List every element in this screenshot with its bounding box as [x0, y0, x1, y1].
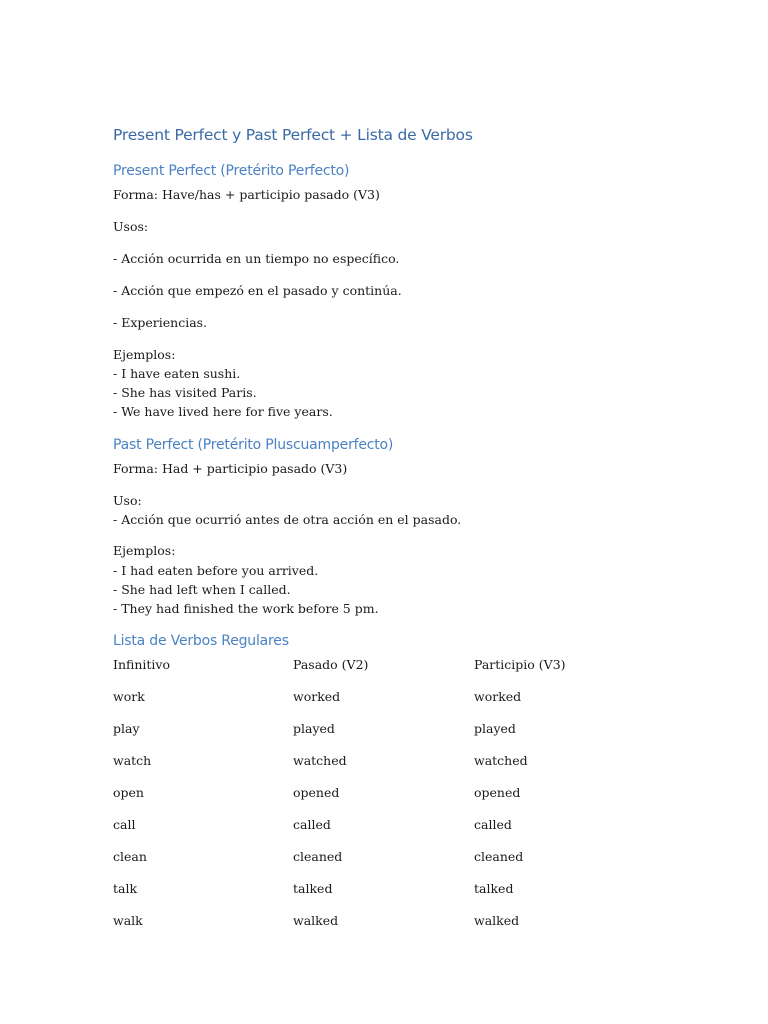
table-cell: walked: [293, 913, 339, 928]
table-cell: worked: [293, 689, 341, 704]
present-perfect-forma: Forma: Have/has + participio pasado (V3): [113, 187, 380, 202]
table-cell: call: [113, 817, 136, 832]
table-cell: played: [293, 721, 335, 736]
column-header-infinitivo: Infinitivo: [113, 657, 170, 672]
table-cell: talked: [293, 881, 333, 896]
verbos-heading: Lista de Verbos Regulares: [113, 633, 289, 649]
present-perfect-ejemplo: - I have eaten sushi.: [113, 366, 241, 381]
table-cell: watched: [293, 753, 347, 768]
table-cell: opened: [474, 785, 521, 800]
table-cell: talk: [113, 881, 138, 896]
table-cell: watched: [474, 753, 528, 768]
past-perfect-forma: Forma: Had + participio pasado (V3): [113, 461, 348, 476]
present-perfect-ejemplo: - We have lived here for five years.: [113, 404, 333, 419]
table-cell: clean: [113, 849, 147, 864]
column-header-participio: Participio (V3): [474, 657, 566, 672]
table-cell: work: [113, 689, 145, 704]
table-cell: open: [113, 785, 144, 800]
past-perfect-uso-label: Uso:: [113, 493, 142, 508]
table-cell: called: [293, 817, 331, 832]
present-perfect-ejemplo: - She has visited Paris.: [113, 385, 257, 400]
past-perfect-uso-item: - Acción que ocurrió antes de otra acción en el pasado.: [113, 512, 462, 527]
document-title: Present Perfect y Past Perfect + Lista de Verbos: [113, 126, 473, 144]
past-perfect-ejemplo: - They had finished the work before 5 pm.: [113, 601, 379, 616]
present-perfect-ejemplos-label: Ejemplos:: [113, 347, 176, 362]
table-cell: watch: [113, 753, 152, 768]
column-header-pasado: Pasado (V2): [293, 657, 369, 672]
past-perfect-ejemplo: - She had left when I called.: [113, 582, 291, 597]
table-cell: played: [474, 721, 516, 736]
table-cell: cleaned: [474, 849, 524, 864]
present-perfect-usos-label: Usos:: [113, 219, 149, 234]
table-cell: opened: [293, 785, 340, 800]
present-perfect-uso-item: - Experiencias.: [113, 315, 208, 330]
table-cell: play: [113, 721, 140, 736]
present-perfect-heading: Present Perfect (Pretérito Perfecto): [113, 163, 350, 179]
table-cell: cleaned: [293, 849, 343, 864]
past-perfect-heading: Past Perfect (Pretérito Pluscuamperfecto): [113, 437, 394, 453]
table-cell: talked: [474, 881, 514, 896]
past-perfect-ejemplos-label: Ejemplos:: [113, 543, 176, 558]
table-cell: walk: [113, 913, 143, 928]
table-cell: called: [474, 817, 512, 832]
present-perfect-uso-item: - Acción ocurrida en un tiempo no específico.: [113, 251, 400, 266]
table-cell: walked: [474, 913, 520, 928]
present-perfect-uso-item: - Acción que empezó en el pasado y continúa.: [113, 283, 402, 298]
table-cell: worked: [474, 689, 522, 704]
past-perfect-ejemplo: - I had eaten before you arrived.: [113, 563, 319, 578]
